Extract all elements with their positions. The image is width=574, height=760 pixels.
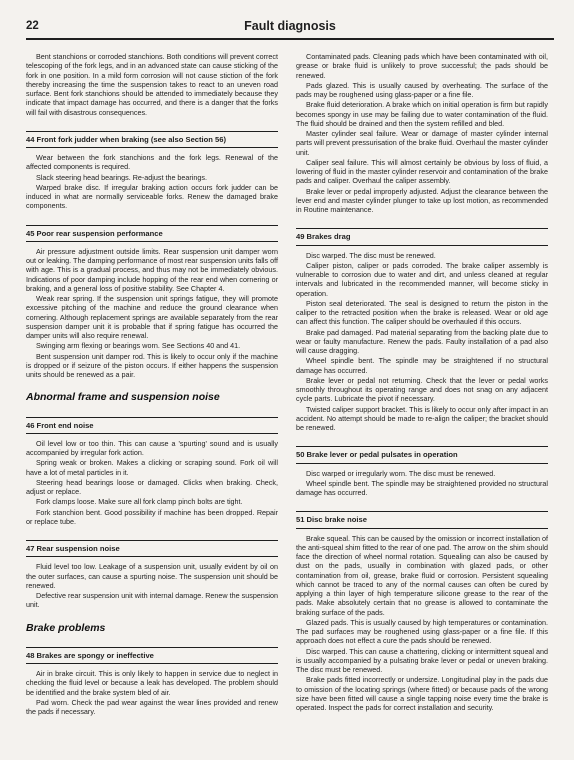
paragraph: Steering head bearings loose or damaged. Clicks when braking. Check, adjust or replace. [26, 477, 278, 496]
paragraph: Caliper piston, caliper or pads corroded. The brake caliper assembly is vulnerable to corrosion due to water and dirt, and unless cleaned at regular intervals and lubricated in the recommended manner, will become sticky in operation. [296, 260, 548, 298]
paragraph: Bent stanchions or corroded stanchions. Both conditions will prevent correct telescoping of the fork legs, and in an advanced state can cause sticking of the fork in one position. In a mild form corrosion will not cause stiction of the fork thereby increasing the time the suspension takes to react to an uneven road surface. Bent fork stanchions should be attended to immediately because they indicate that impact damage has occurred, and there is a danger that the forks will fail with disastrous consequences. [26, 52, 278, 117]
paragraph: Caliper seal failure. This will almost certainly be obvious by loss of fluid, a lowering of fluid in the master cylinder reservoir and contamination of the brake pads and caliper. Overhaul the caliper assembly. [296, 157, 548, 186]
paragraph: Piston seal deteriorated. The seal is designed to return the piston in the caliper to the retracted position when the brake is released. Wear or old age can affect this function. The caliper should be overhauled if this occurs. [296, 298, 548, 327]
paragraph: Air in brake circuit. This is only likely to happen in service due to neglect in checking the fluid level or because a leak has developed. The problem should be identified and the brake system bled of air. [26, 669, 278, 697]
header-rule [26, 38, 554, 40]
paragraph: Oil level low or too thin. This can cause a 'spurting' sound and is usually accompanied by irregular fork action. [26, 438, 278, 457]
paragraph: Bent suspension unit damper rod. This is likely to occur only if the machine is dropped or if seizure of the piston occurs. If either happens the suspension units should be renewed as a pair. [26, 351, 278, 379]
section-heading-44: 44 Front fork judder when braking (see also Section 56) [26, 131, 278, 148]
paragraph: Twisted caliper support bracket. This is likely to occur only after impact in an accident. No attempt should be made to re-align the caliper; the bracket should be renewed. [296, 404, 548, 432]
paragraph: Defective rear suspension unit with internal damage. Renew the suspension unit. [26, 591, 278, 610]
paragraph: Brake lever or pedal not returning. Check that the lever or pedal works smoothly throughout its operating range and does not snag on any adjacent cycle parts. Lubricate the pivot if necessary. [296, 375, 548, 404]
paragraph: Fluid level too low. Leakage of a suspension unit, usually evident by oil on the outer surfaces, can cause a spurting noise. The suspension unit should be renewed. [26, 562, 278, 590]
section-heading-49: 49 Brakes drag [296, 228, 548, 245]
paragraph: Spring weak or broken. Makes a clicking or scraping sound. Fork oil will have a lot of metal particles in it. [26, 458, 278, 477]
section-heading-47: 47 Rear suspension noise [26, 540, 278, 557]
section-heading-51: 51 Disc brake noise [296, 511, 548, 528]
paragraph: Wear between the fork stanchions and the fork legs. Renewal of the affected components is required. [26, 153, 278, 172]
paragraph: Disc warped. The disc must be renewed. [306, 250, 436, 260]
paragraph: Fork clamps loose. Make sure all fork clamp pinch bolts are tight. [36, 497, 243, 507]
paragraph: Wheel spindle bent. The spindle may be straightened provided no structural damage has occurred. [296, 478, 548, 497]
right-column [296, 44, 548, 713]
running-title: Fault diagnosis [244, 19, 336, 33]
section-heading-46: 46 Front end noise [26, 417, 278, 434]
paragraph: Brake squeal. This can be caused by the omission or incorrect installation of the anti-squeal shim fitted to the rear of one pad. The arrow on the shim should face the direction of wheel normal rotation. Squealing can also be caused by dust on the pads, usually in combination with glazed pads, or other contamination from oil, grease, brake fluid or corrosion. Persistent squealing which cannot be traced to any of the normal causes can often be cured by applying a thin layer of high temperature silicone grease to the rear of the pads. Make absolutely certain that no grease is allowed to contaminate the braking surface of the pads. [296, 533, 548, 617]
paragraph: Contaminated pads. Cleaning pads which have been contaminated with oil, grease or brake fluid is unlikely to prove successful; the pads should be renewed. [296, 52, 548, 80]
section-heading-45: 45 Poor rear suspension performance [26, 225, 278, 242]
left-column [26, 44, 278, 717]
paragraph: Weak rear spring. If the suspension unit springs fatigue, they will promote excessive pitching of the machine and reduce the ground clearance when cornering. Although replacement springs are available separately from the rear suspension damper unit it is probable that if spring fatigue has occurred the damper units will also require renewal. [26, 294, 278, 340]
paragraph: Fork stanchion bent. Good possibility if machine has been dropped. Repair or replace tube. [26, 507, 278, 526]
paragraph: Glazed pads. This is usually caused by high temperatures or contamination. The pad surfaces may be roughened using glass-paper or a fine file. If this approach does not effect a cure the pads should be renewed. [296, 617, 548, 646]
paragraph: Disc warped. This can cause a chattering, clicking or intermittent squeal and is usually accompanied by a pulsating brake lever or pedal or uneven braking. The disc must be renewed. [296, 646, 548, 674]
paragraph: Brake fluid deterioration. A brake which on initial operation is firm but rapidly becomes spongy in use may be failing due to water contamination of the fluid. The fluid should be drained and then the system refilled and bled. [296, 100, 548, 128]
page-header [26, 18, 554, 38]
paragraph: Pad worn. Check the pad wear against the wear lines provided and renew the pads if necessary. [26, 697, 278, 716]
paragraph: Wheel spindle bent. The spindle may be straightened if no structural damage has occurred. [296, 356, 548, 375]
paragraph: Slack steering head bearings. Re-adjust the bearings. [36, 172, 208, 182]
paragraph: Brake pads fitted incorrectly or undersize. Longitudinal play in the pads due to omission of the locating springs (where fitted) or because pads of the wrong size have been fitted will cause a single tapping noise every time the brake is operated. Inspect the pads for correct installation and security. [296, 675, 548, 712]
section-heading-50: 50 Brake lever or pedal pulsates in operation [296, 446, 548, 463]
chapter-subheading-frame-noise: Abnormal frame and suspension noise [26, 391, 220, 404]
paragraph: Swinging arm flexing or bearings worn. See Sections 40 and 41. [36, 341, 241, 351]
paragraph: Warped brake disc. If irregular braking action occurs fork judder can be induced in what are normally serviceable forks. Renew the damaged brake components. [26, 182, 278, 211]
paragraph: Disc warped or irregularly worn. The disc must be renewed. [306, 468, 496, 478]
paragraph: Brake lever or pedal improperly adjusted. Adjust the clearance between the lever end and master cylinder plunger to take up lost motion, as recommended in Routine maintenance. [296, 186, 548, 214]
chapter-subheading-brake-problems: Brake problems [26, 621, 106, 634]
section-heading-48: 48 Brakes are spongy or ineffective [26, 647, 278, 664]
paragraph: Pads glazed. This is usually caused by overheating. The surface of the pads may be roughened using glass-paper or a fine file. [296, 80, 548, 99]
page-number: 22 [26, 20, 39, 32]
paragraph: Air pressure adjustment outside limits. Rear suspension unit damper worn out or leaking. The damping performance of most rear suspension units falls off with age. This is a gradual process, and thus may not be immediately obvious. Indications of poor damping include hopping of the rear end when cornering or braking, and a general loss of positive stability. See Chapter 4. [26, 246, 278, 293]
paragraph: Brake pad damaged. Pad material separating from the backing plate due to wear or faulty manufacture. Renew the pads. Faulty installation of a pad also will cause dragging. [296, 327, 548, 355]
paragraph: Master cylinder seal failure. Wear or damage of master cylinder internal parts will prevent pressurisation of the brake fluid. Overhaul the master cylinder unit. [296, 129, 548, 157]
